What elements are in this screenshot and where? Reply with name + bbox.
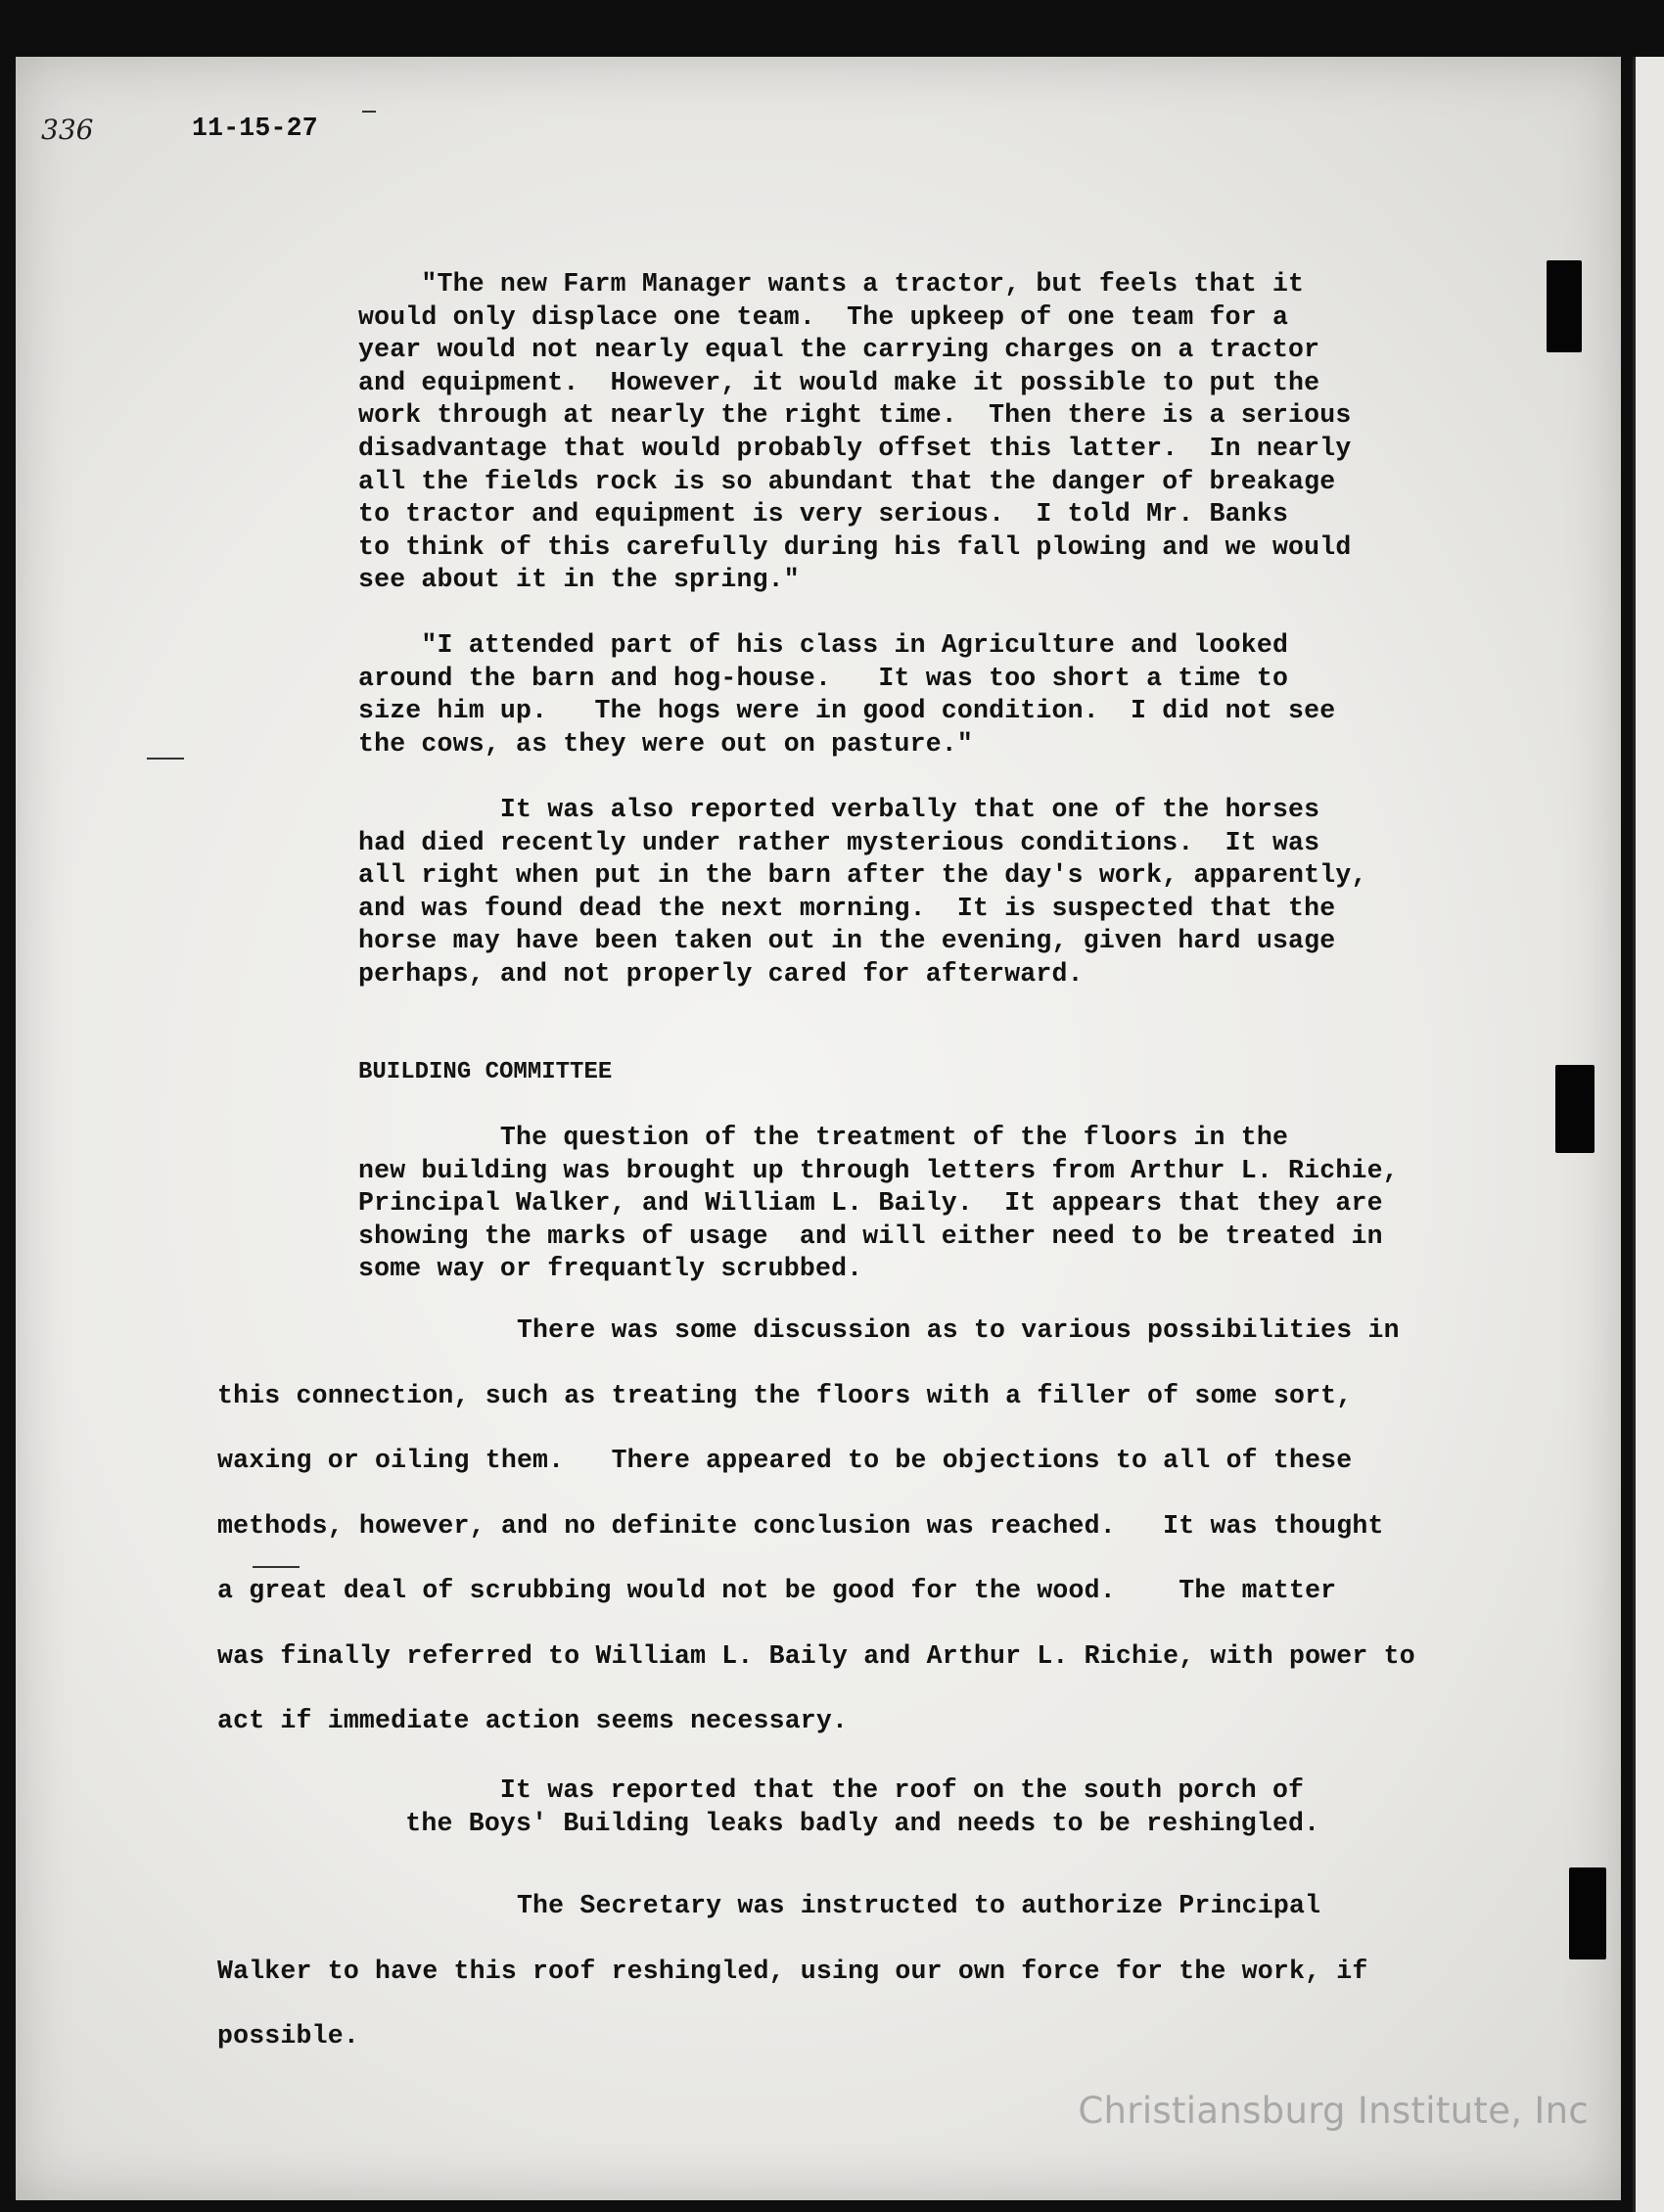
watermark: Christiansburg Institute, Inc	[1078, 2090, 1589, 2132]
registration-mark-middle	[1555, 1065, 1595, 1153]
paragraph-agriculture-class: "I attended part of his class in Agriculture and looked around the barn and hog-house. It was too short a time to size him up. The hogs were in good condition. I did not see the cows, as they were out on pasture."	[358, 630, 1336, 759]
registration-mark-top	[1547, 260, 1582, 352]
margin-dash	[147, 758, 184, 760]
paragraph-floor-discussion: There was some discussion as to various possibilities in this connection, such as treating the floors with a filler of some sort, waxing or oiling them. There appeared to be objections to all of these methods, however, and no definite conclusion was reached. It was thought a great deal of scrubbing would not be good for the wood. The matter was finally referred to William L. Baily and Arthur L. Richie, with power to act if immediate action seems necessary.	[217, 1315, 1415, 1735]
paragraph-secretary-instruction: The Secretary was instructed to authorize Principal Walker to have this roof reshingled, using our own force for the work, if possible.	[217, 1891, 1368, 2051]
paragraph-farm-manager-tractor: "The new Farm Manager wants a tractor, but feels that it would only displace one team. The upkeep of one team for a year would not nearly equal the carrying charges on a tractor and equipment. However, it would make it possible to put the work through at nearly the right time. Then there is a serious disadvantage that would probably offset this latter. In nearly all the fields rock is so abundant that the danger of breakage to tractor and equipment is very serious. I told Mr. Banks to think of this carefully during his fall plowing and we would see about it in the spring."	[358, 269, 1352, 595]
paragraph-porch-roof: It was reported that the roof on the south porch of the Boys' Building leaks badly and needs to be reshingled.	[405, 1775, 1320, 1838]
paragraph-floor-treatment: The question of the treatment of the floors in the new building was brought up through letters from Arthur L. Richie, Principal Walker, and William L. Baily. It appears that they are showing the marks of usage and will either need to be treated in some way or frequantly scrubbed.	[358, 1123, 1399, 1284]
header-dash	[362, 111, 376, 113]
section-heading: BUILDING COMMITTEE	[358, 1059, 613, 1085]
page-edge	[1633, 57, 1664, 2212]
document-date: 11-15-27	[192, 114, 318, 143]
registration-mark-bottom	[1569, 1867, 1606, 1959]
page-number: 336	[41, 114, 94, 146]
paragraph-horse-died: It was also reported verbally that one of the horses had died recently under rather mysterious conditions. It was all right when put in the barn after the day's work, apparently, and was found dead the next morning. It is suspected that the horse may have been taken out in the evening, given hard usage perhaps, and not properly cared for afterward.	[358, 795, 1367, 989]
